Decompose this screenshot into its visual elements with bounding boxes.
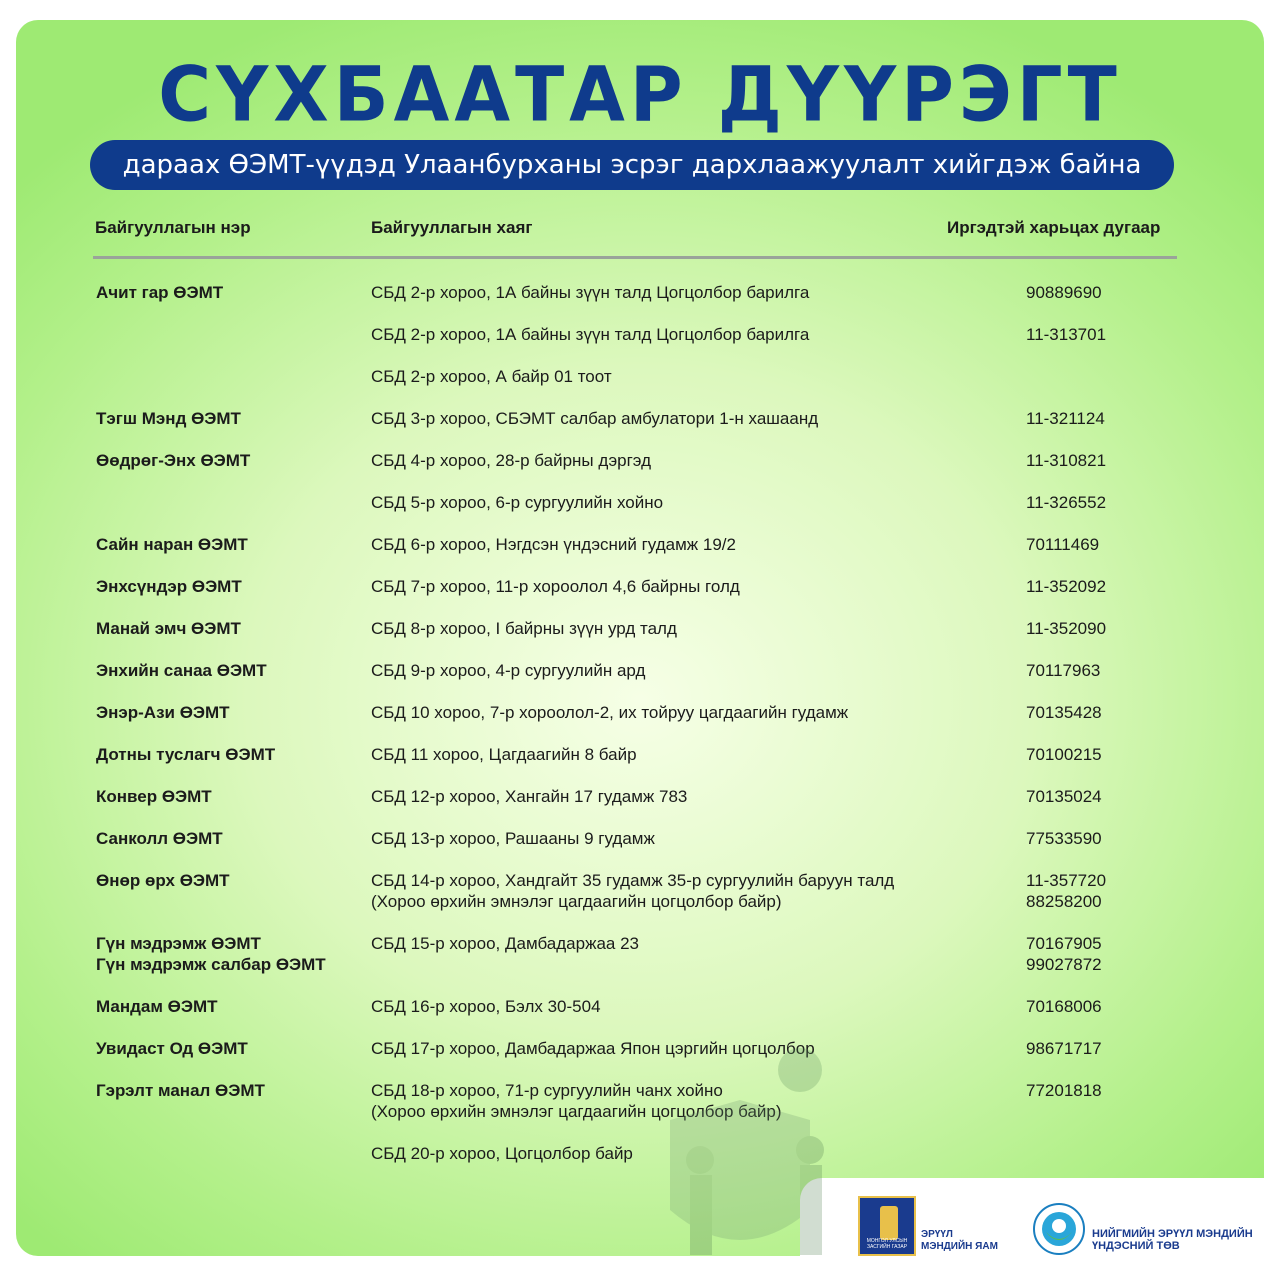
clinic-name-line: Увидаст Од ӨЭМТ — [96, 1039, 248, 1058]
clinic-phone-line: 11-313701 — [1026, 325, 1107, 344]
clinic-phone — [1026, 744, 1166, 765]
clinic-address-line: СБД 15-р хороо, Дамбадаржаа 23 — [371, 934, 639, 953]
clinic-phone — [1026, 870, 1166, 912]
clinic-name-line: Гүн мэдрэмж ӨЭМТ — [96, 934, 261, 953]
clinic-phone-line: 11-352092 — [1026, 577, 1107, 596]
clinic-address-line: СБД 17-р хороо, Дамбадаржаа Япон цэргийн цогцолбор — [371, 1039, 815, 1058]
clinic-address — [371, 870, 1011, 912]
clinic-name — [96, 786, 366, 807]
clinic-address — [371, 534, 1011, 555]
clinic-name — [96, 996, 366, 1017]
clinic-address — [371, 282, 1011, 303]
clinic-phone-line: 98671717 — [1026, 1039, 1102, 1058]
clinic-phone — [1026, 618, 1166, 639]
clinic-name — [96, 828, 366, 849]
clinic-address — [371, 933, 1011, 954]
clinic-name-line: Энхийн санаа ӨЭМТ — [96, 661, 267, 680]
doctor-illustration-icon — [640, 1040, 840, 1270]
clinic-address-line: СБД 2-р хороо, А байр 01 тоот — [371, 367, 612, 386]
clinic-phone — [1026, 282, 1166, 303]
clinic-phone-line: 70167905 — [1026, 934, 1102, 953]
clinic-phone — [1026, 492, 1166, 513]
clinic-address — [371, 366, 1011, 387]
clinic-name — [96, 534, 366, 555]
clinic-address-line: СБД 4-р хороо, 28-р байрны дэргэд — [371, 451, 652, 470]
clinic-name-line: Сайн наран ӨЭМТ — [96, 535, 248, 554]
clinic-phone-line: 70111469 — [1026, 535, 1100, 554]
clinic-phone-line: 70117963 — [1026, 661, 1101, 680]
clinic-name-line: Энэр-Ази ӨЭМТ — [96, 703, 230, 722]
clinic-phone-line: 90889690 — [1026, 283, 1102, 302]
clinic-address — [371, 576, 1011, 597]
clinic-address-line: СБД 18-р хороо, 71-р сургуулийн чанх хойно — [371, 1081, 723, 1100]
clinic-phone — [1026, 408, 1166, 429]
clinic-name — [96, 660, 366, 681]
clinic-phone — [1026, 324, 1166, 345]
clinic-address — [371, 744, 1011, 765]
column-header-address: Байгууллагын хаяг — [371, 218, 533, 237]
subtitle-text: дараах ӨЭМТ-үүдэд Улаанбурханы эсрэг дархлаажуулалт хийгдэж байна — [122, 150, 1142, 180]
clinic-address-line: СБД 2-р хороо, 1А байны зүүн талд Цогцолбор барилга — [371, 283, 810, 302]
clinic-name-line: Конвер ӨЭМТ — [96, 787, 212, 806]
clinic-name-line: Өнөр өрх ӨЭМТ — [96, 871, 230, 890]
clinic-phone-line: 11-357720 — [1026, 871, 1107, 890]
clinic-name-line: Өөдрөг-Энх ӨЭМТ — [96, 451, 251, 470]
clinic-name-line: Гэрэлт манал ӨЭМТ — [96, 1081, 265, 1100]
clinic-address-line: СБД 12-р хороо, Хангайн 17 гудамж 783 — [371, 787, 688, 806]
clinic-phone-line: 11-352090 — [1026, 619, 1107, 638]
clinic-address — [371, 702, 1011, 723]
clinic-name — [96, 870, 366, 891]
clinic-address-line: СБД 6-р хороо, Нэгдсэн үндэсний гудамж 19/2 — [371, 535, 736, 554]
clinic-phone — [1026, 828, 1166, 849]
ministry-name: ЭРҮҮЛ МЭНДИЙН ЯАМ — [921, 1229, 998, 1252]
clinic-name — [96, 1080, 366, 1101]
clinic-name — [96, 1038, 366, 1059]
clinic-name — [96, 702, 366, 723]
clinic-phone — [1026, 576, 1166, 597]
subtitle-banner — [90, 140, 1174, 190]
clinic-address — [371, 828, 1011, 849]
clinic-phone — [1026, 534, 1166, 555]
clinic-phone — [1026, 1080, 1166, 1101]
clinic-name-line: Мандам ӨЭМТ — [96, 997, 218, 1016]
clinic-name — [96, 408, 366, 429]
clinic-address-line: (Хороо өрхийн эмнэлэг цагдаагийн цогцолбор байр) — [371, 892, 782, 911]
clinic-phone-line: 77533590 — [1026, 829, 1102, 848]
clinic-phone-line: 77201818 — [1026, 1081, 1102, 1100]
clinic-address-line: СБД 10 хороо, 7-р хороолол-2, их тойруу цагдаагийн гудамж — [371, 703, 849, 722]
clinic-phone-line: 70100215 — [1026, 745, 1102, 764]
clinic-phone-line: 11-310821 — [1026, 451, 1107, 470]
public-health-center-logo-icon — [1032, 1202, 1086, 1256]
clinic-name — [96, 744, 366, 765]
clinic-phone-line: 70135428 — [1026, 703, 1102, 722]
clinic-phone-line: 70168006 — [1026, 997, 1102, 1016]
clinic-address — [371, 492, 1011, 513]
clinic-name-line: Энхсүндэр ӨЭМТ — [96, 577, 242, 596]
clinic-address-line: СБД 8-р хороо, I байрны зүүн урд талд — [371, 619, 677, 638]
column-header-name: Байгууллагын нэр — [95, 218, 251, 237]
clinic-address — [371, 408, 1011, 429]
clinic-address — [371, 450, 1011, 471]
clinic-address-line: СБД 14-р хороо, Хандгайт 35 гудамж 35-р сургуулийн баруун талд — [371, 871, 895, 890]
clinic-phone — [1026, 1038, 1166, 1059]
clinic-address — [371, 324, 1011, 345]
clinic-name — [96, 618, 366, 639]
clinic-name-line: Манай эмч ӨЭМТ — [96, 619, 241, 638]
clinic-name — [96, 282, 366, 303]
clinic-address-line: СБД 7-р хороо, 11-р хороолол 4,6 байрны голд — [371, 577, 740, 596]
clinic-name-line: Санколл ӨЭМТ — [96, 829, 223, 848]
public-health-center-name: НИЙГМИЙН ЭРҮҮЛ МЭНДИЙН ҮНДЭСНИЙ ТӨВ — [1092, 1228, 1253, 1252]
clinic-address — [371, 618, 1011, 639]
clinic-address-line: (Хороо өрхийн эмнэлэг цагдаагийн цогцолбор байр) — [371, 1102, 782, 1121]
emblem-caption: МОНГОЛ УЛСЫН ЗАСГИЙН ГАЗАР — [866, 1238, 908, 1250]
clinic-name — [96, 576, 366, 597]
clinic-address-line: СБД 3-р хороо, СБЭМТ салбар амбулатори 1-н хашаанд — [371, 409, 819, 428]
header-divider — [93, 256, 1177, 259]
column-header-phone: Иргэдтэй харьцах дугаар — [947, 218, 1161, 237]
clinic-address — [371, 786, 1011, 807]
clinic-address-line: СБД 2-р хороо, 1А байны зүүн талд Цогцолбор барилга — [371, 325, 810, 344]
clinic-phone-line: 11-321124 — [1026, 409, 1105, 428]
clinic-address — [371, 996, 1011, 1017]
clinic-phone-line: 11-326552 — [1026, 493, 1107, 512]
clinic-name-line: Гүн мэдрэмж салбар ӨЭМТ — [96, 955, 326, 974]
clinic-phone-line: 88258200 — [1026, 892, 1102, 911]
clinic-phone — [1026, 933, 1166, 975]
clinic-name — [96, 450, 366, 471]
clinic-phone-line: 70135024 — [1026, 787, 1102, 806]
clinic-name — [96, 933, 366, 975]
clinic-name-line: Тэгш Мэнд ӨЭМТ — [96, 409, 241, 428]
clinic-phone-line: 99027872 — [1026, 955, 1102, 974]
clinic-address — [371, 660, 1011, 681]
clinic-phone — [1026, 450, 1166, 471]
page-title: СҮХБААТАР ДҮҮРЭГТ — [158, 49, 1122, 139]
clinic-address-line: СБД 16-р хороо, Бэлх 30-504 — [371, 997, 601, 1016]
clinic-address-line: СБД 9-р хороо, 4-р сургуулийн ард — [371, 661, 646, 680]
clinic-address-line: СБД 5-р хороо, 6-р сургуулийн хойно — [371, 493, 664, 512]
clinic-address-line: СБД 13-р хороо, Рашааны 9 гудамж — [371, 829, 655, 848]
clinic-phone — [1026, 660, 1166, 681]
clinic-address-line: СБД 20-р хороо, Цогцолбор байр — [371, 1144, 633, 1163]
clinic-name-line: Дотны туслагч ӨЭМТ — [96, 745, 276, 764]
clinic-phone — [1026, 786, 1166, 807]
clinic-address-line: СБД 11 хороо, Цагдаагийн 8 байр — [371, 745, 637, 764]
clinic-phone — [1026, 702, 1166, 723]
clinic-phone — [1026, 996, 1166, 1017]
clinic-name-line: Ачит гар ӨЭМТ — [96, 283, 224, 302]
